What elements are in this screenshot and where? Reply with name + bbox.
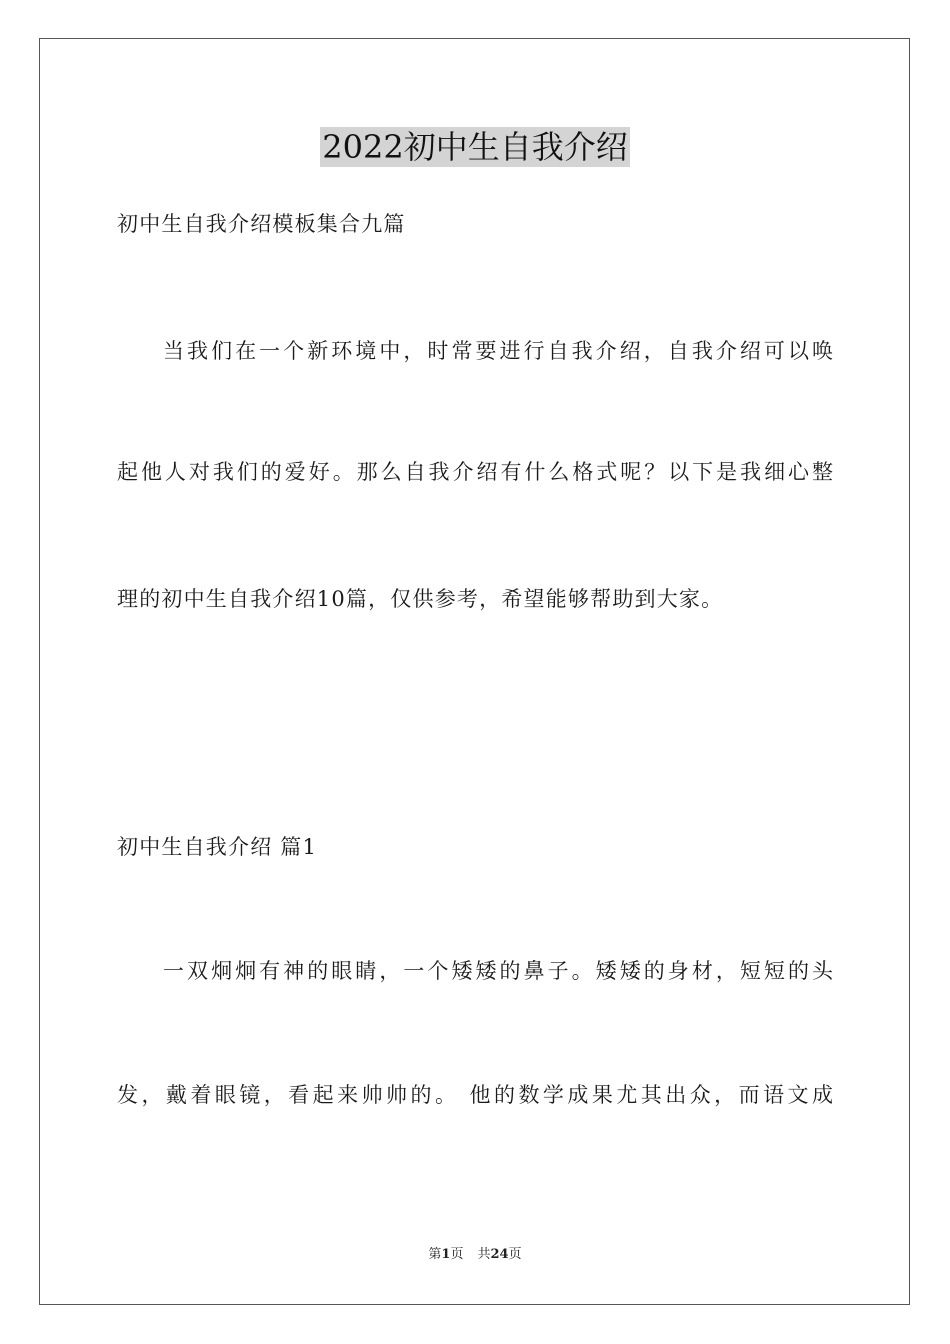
footer-page-prefix: 第	[428, 1247, 442, 1262]
footer-total-prefix: 共	[477, 1247, 491, 1262]
intro-line-1: 当我们在一个新环境中，时常要进行自我介绍，自我介绍可以唤	[163, 339, 833, 363]
section-line-1: 一双炯炯有神的眼睛，一个矮矮的鼻子。矮矮的身材，短短的头	[163, 959, 833, 983]
section-heading: 初中生自我介绍 篇1	[117, 835, 318, 859]
document-title: 2022初中生自我介绍	[322, 128, 628, 166]
document-subtitle: 初中生自我介绍模板集合九篇	[117, 212, 406, 236]
section-line-2: 发，戴着眼镜，看起来帅帅的。 他的数学成果尤其出众，而语文成	[117, 1083, 833, 1107]
footer-page-suffix: 页	[450, 1247, 464, 1262]
title-container	[0, 127, 950, 167]
footer-total-pages: 24	[490, 1247, 509, 1262]
footer-page-number: 1	[441, 1247, 451, 1262]
intro-line-2: 起他人对我们的爱好。那么自我介绍有什么格式呢？以下是我细心整	[117, 460, 833, 484]
intro-line-3: 理的初中生自我介绍10篇，仅供参考，希望能够帮助到大家。	[117, 587, 724, 611]
page-footer	[0, 1246, 950, 1264]
footer-total-suffix: 页	[508, 1247, 522, 1262]
